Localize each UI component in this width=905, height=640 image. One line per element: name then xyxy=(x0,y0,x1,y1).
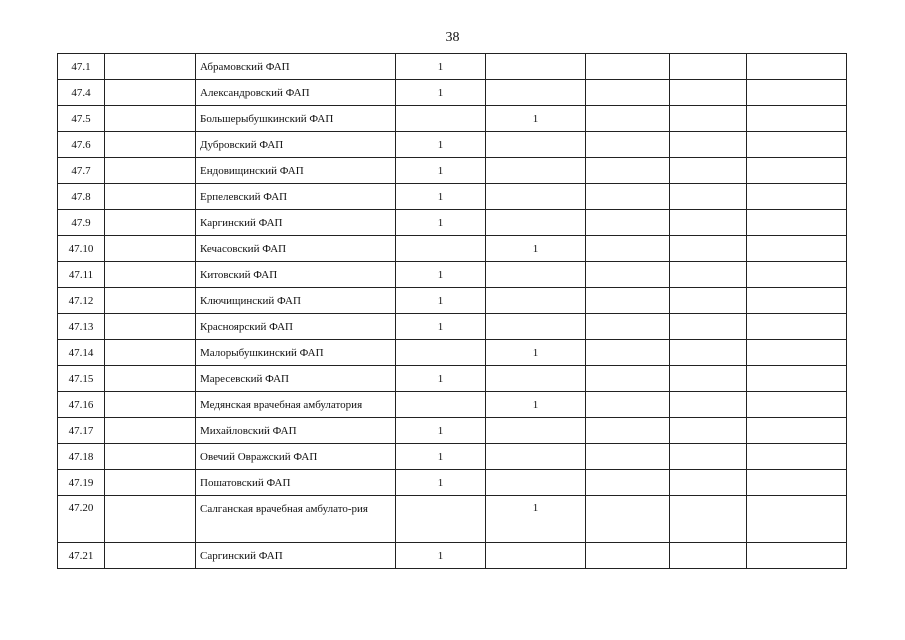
row-number-cell: 47.20 xyxy=(58,496,105,543)
row-number-cell: 47.5 xyxy=(58,106,105,132)
count-column-2-cell xyxy=(486,366,586,392)
count-column-1-cell: 1 xyxy=(396,132,486,158)
count-column-2-cell xyxy=(486,210,586,236)
empty-cell xyxy=(747,132,847,158)
count-column-2-cell: 1 xyxy=(486,106,586,132)
table-row xyxy=(58,366,847,392)
count-column-1-cell: 1 xyxy=(396,314,486,340)
empty-cell xyxy=(670,236,747,262)
empty-cell xyxy=(747,80,847,106)
row-number-cell: 47.13 xyxy=(58,314,105,340)
empty-cell xyxy=(747,366,847,392)
empty-cell xyxy=(747,314,847,340)
empty-cell xyxy=(586,496,670,543)
row-number-cell: 47.9 xyxy=(58,210,105,236)
count-column-1-cell: 1 xyxy=(396,418,486,444)
table-row xyxy=(58,210,847,236)
count-column-1-cell: 1 xyxy=(396,80,486,106)
empty-cell xyxy=(105,418,196,444)
empty-cell xyxy=(670,392,747,418)
empty-cell xyxy=(670,496,747,543)
empty-cell xyxy=(747,340,847,366)
table-row xyxy=(58,444,847,470)
page-number: 38 xyxy=(445,30,460,45)
count-column-1-cell: 1 xyxy=(396,54,486,80)
table-row xyxy=(58,80,847,106)
empty-cell xyxy=(586,106,670,132)
count-column-1-cell: 1 xyxy=(396,184,486,210)
empty-cell xyxy=(670,158,747,184)
count-column-1-cell xyxy=(396,392,486,418)
count-column-1-cell: 1 xyxy=(396,262,486,288)
row-number-cell: 47.19 xyxy=(58,470,105,496)
empty-cell xyxy=(105,340,196,366)
facility-name-cell: Александровский ФАП xyxy=(196,80,396,106)
empty-cell xyxy=(670,418,747,444)
facility-name-cell: Ерпелевский ФАП xyxy=(196,184,396,210)
empty-cell xyxy=(586,314,670,340)
row-number-cell: 47.10 xyxy=(58,236,105,262)
empty-cell xyxy=(105,392,196,418)
empty-cell xyxy=(105,314,196,340)
count-column-1-cell xyxy=(396,236,486,262)
empty-cell xyxy=(586,366,670,392)
facility-name-cell: Большерыбушкинский ФАП xyxy=(196,106,396,132)
table-row xyxy=(58,262,847,288)
table-row xyxy=(58,132,847,158)
facility-name-cell: Михайловский ФАП xyxy=(196,418,396,444)
table-row xyxy=(58,340,847,366)
table-row xyxy=(58,418,847,444)
count-column-2-cell xyxy=(486,418,586,444)
empty-cell xyxy=(586,262,670,288)
empty-cell xyxy=(105,543,196,569)
empty-cell xyxy=(586,210,670,236)
empty-cell xyxy=(670,106,747,132)
row-number-cell: 47.15 xyxy=(58,366,105,392)
empty-cell xyxy=(105,366,196,392)
empty-cell xyxy=(105,288,196,314)
empty-cell xyxy=(747,496,847,543)
empty-cell xyxy=(670,444,747,470)
empty-cell xyxy=(586,444,670,470)
empty-cell xyxy=(586,543,670,569)
row-number-cell: 47.16 xyxy=(58,392,105,418)
facility-name-cell: Салганская врачебная амбулато-рия xyxy=(196,496,396,543)
facility-name-cell: Китовский ФАП xyxy=(196,262,396,288)
row-number-cell: 47.7 xyxy=(58,158,105,184)
table-row xyxy=(58,314,847,340)
row-number-cell: 47.17 xyxy=(58,418,105,444)
facility-name-cell: Кечасовский ФАП xyxy=(196,236,396,262)
empty-cell xyxy=(105,184,196,210)
count-column-1-cell: 1 xyxy=(396,444,486,470)
empty-cell xyxy=(670,210,747,236)
count-column-2-cell: 1 xyxy=(486,236,586,262)
facility-name-cell: Абрамовский ФАП xyxy=(196,54,396,80)
empty-cell xyxy=(747,158,847,184)
count-column-2-cell: 1 xyxy=(486,340,586,366)
count-column-2-cell: 1 xyxy=(486,392,586,418)
count-column-2-cell xyxy=(486,132,586,158)
row-number-cell: 47.11 xyxy=(58,262,105,288)
empty-cell xyxy=(747,262,847,288)
row-number-cell: 47.4 xyxy=(58,80,105,106)
empty-cell xyxy=(105,80,196,106)
row-number-cell: 47.14 xyxy=(58,340,105,366)
table-row xyxy=(58,543,847,569)
row-number-cell: 47.21 xyxy=(58,543,105,569)
empty-cell xyxy=(670,366,747,392)
row-number-cell: 47.8 xyxy=(58,184,105,210)
count-column-2-cell: 1 xyxy=(486,496,586,543)
count-column-2-cell xyxy=(486,314,586,340)
count-column-1-cell: 1 xyxy=(396,470,486,496)
count-column-2-cell xyxy=(486,158,586,184)
row-number-cell: 47.18 xyxy=(58,444,105,470)
empty-cell xyxy=(747,444,847,470)
empty-cell xyxy=(747,418,847,444)
count-column-1-cell: 1 xyxy=(396,210,486,236)
table-row xyxy=(58,158,847,184)
empty-cell xyxy=(105,158,196,184)
empty-cell xyxy=(105,132,196,158)
facility-name-cell: Ендовищинский ФАП xyxy=(196,158,396,184)
empty-cell xyxy=(586,158,670,184)
empty-cell xyxy=(747,54,847,80)
empty-cell xyxy=(747,288,847,314)
empty-cell xyxy=(105,496,196,543)
empty-cell xyxy=(670,184,747,210)
count-column-1-cell: 1 xyxy=(396,288,486,314)
empty-cell xyxy=(747,392,847,418)
count-column-2-cell xyxy=(486,262,586,288)
facility-name-cell: Каргинский ФАП xyxy=(196,210,396,236)
empty-cell xyxy=(105,470,196,496)
empty-cell xyxy=(747,470,847,496)
count-column-1-cell: 1 xyxy=(396,366,486,392)
empty-cell xyxy=(670,288,747,314)
empty-cell xyxy=(747,106,847,132)
count-column-1-cell: 1 xyxy=(396,543,486,569)
empty-cell xyxy=(747,543,847,569)
facility-name-cell: Пошатовский ФАП xyxy=(196,470,396,496)
count-column-2-cell xyxy=(486,288,586,314)
empty-cell xyxy=(747,184,847,210)
row-number-cell: 47.6 xyxy=(58,132,105,158)
facility-table xyxy=(57,53,847,569)
empty-cell xyxy=(105,106,196,132)
empty-cell xyxy=(586,470,670,496)
facility-name-cell: Дубровский ФАП xyxy=(196,132,396,158)
table-row xyxy=(58,496,847,543)
facility-name-cell: Красноярский ФАП xyxy=(196,314,396,340)
empty-cell xyxy=(670,314,747,340)
facility-name-cell: Малорыбушкинский ФАП xyxy=(196,340,396,366)
empty-cell xyxy=(586,236,670,262)
table-row xyxy=(58,54,847,80)
count-column-2-cell xyxy=(486,444,586,470)
empty-cell xyxy=(586,418,670,444)
row-number-cell: 47.12 xyxy=(58,288,105,314)
table-row xyxy=(58,392,847,418)
empty-cell xyxy=(747,210,847,236)
count-column-1-cell: 1 xyxy=(396,158,486,184)
empty-cell xyxy=(586,80,670,106)
empty-cell xyxy=(670,470,747,496)
facility-name-cell: Ключищинский ФАП xyxy=(196,288,396,314)
facility-name-cell: Овечий Овражский ФАП xyxy=(196,444,396,470)
empty-cell xyxy=(586,340,670,366)
facility-name-cell: Саргинский ФАП xyxy=(196,543,396,569)
empty-cell xyxy=(105,262,196,288)
empty-cell xyxy=(105,54,196,80)
count-column-2-cell xyxy=(486,470,586,496)
empty-cell xyxy=(586,54,670,80)
count-column-1-cell xyxy=(396,106,486,132)
empty-cell xyxy=(670,340,747,366)
empty-cell xyxy=(670,262,747,288)
row-number-cell: 47.1 xyxy=(58,54,105,80)
count-column-2-cell xyxy=(486,80,586,106)
table-row xyxy=(58,288,847,314)
empty-cell xyxy=(670,80,747,106)
table-body xyxy=(58,54,847,569)
count-column-2-cell xyxy=(486,54,586,80)
empty-cell xyxy=(586,392,670,418)
count-column-1-cell xyxy=(396,340,486,366)
empty-cell xyxy=(586,288,670,314)
empty-cell xyxy=(670,543,747,569)
table-row xyxy=(58,236,847,262)
facility-name-cell: Медянская врачебная амбулатория xyxy=(196,392,396,418)
empty-cell xyxy=(586,132,670,158)
empty-cell xyxy=(105,444,196,470)
table-row xyxy=(58,106,847,132)
empty-cell xyxy=(670,54,747,80)
empty-cell xyxy=(747,236,847,262)
table-row xyxy=(58,184,847,210)
count-column-2-cell xyxy=(486,543,586,569)
table-row xyxy=(58,470,847,496)
count-column-1-cell xyxy=(396,496,486,543)
facility-name-cell: Маресевский ФАП xyxy=(196,366,396,392)
count-column-2-cell xyxy=(486,184,586,210)
empty-cell xyxy=(105,236,196,262)
empty-cell xyxy=(670,132,747,158)
empty-cell xyxy=(586,184,670,210)
empty-cell xyxy=(105,210,196,236)
